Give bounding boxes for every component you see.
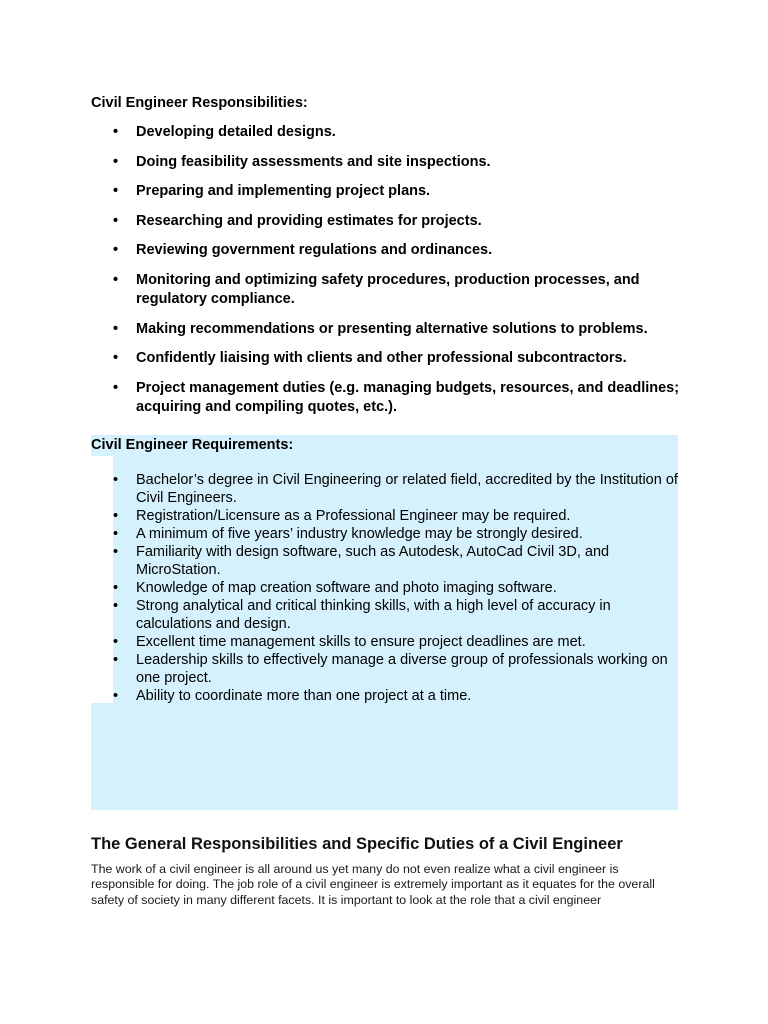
list-item-text: Registration/Licensure as a Professional Engineer may be required. [136,508,571,524]
list-item-text: Making recommendations or presenting alternative solutions to problems. [136,320,648,337]
list-item [91,182,681,201]
bullet-icon: • [113,212,119,229]
list-item [91,379,681,417]
list-item [91,349,681,368]
list-item-text: Researching and providing estimates for projects. [136,212,482,229]
list-item [91,651,681,687]
bullet-icon: • [113,350,119,367]
requirements-heading: Civil Engineer Requirements: [91,437,294,453]
bullet-icon: • [113,526,119,542]
bullet-icon: • [113,580,119,596]
responsibilities-heading: Civil Engineer Responsibilities: [91,95,308,111]
requirements-list [91,471,681,705]
list-item [91,212,681,231]
bullet-icon: • [113,153,119,170]
general-section-body: The work of a civil engineer is all around us yet many do not even realize what a civil engineer is responsible for doing. The job role of a civil engineer is extremely important as it equates for the overall safety of society in many different facets. It is important to look at the role that a civil engineer [91,862,655,907]
list-item-text: Reviewing government regulations and ordinances. [136,242,493,259]
list-item [91,633,681,651]
list-item-text: Preparing and implementing project plans. [136,183,431,200]
bullet-icon: • [113,598,119,614]
list-item-text: Ability to coordinate more than one project at a time. [136,688,472,704]
list-item [91,320,681,339]
responsibilities-list [91,123,681,427]
list-item [91,271,681,309]
list-item [91,241,681,260]
list-item [91,597,681,633]
bullet-icon: • [113,320,119,337]
list-item [91,123,681,142]
bullet-icon: • [113,242,119,259]
list-item [91,525,681,543]
list-item [91,153,681,172]
bullet-icon: • [113,271,119,288]
list-item [91,543,681,579]
list-item-text: Knowledge of map creation software and photo imaging software. [136,580,557,596]
list-item-text: Strong analytical and critical thinking skills, with a high level of accuracy in calculations and design. [136,598,611,632]
bullet-icon: • [113,183,119,200]
list-item [91,687,681,705]
requirements-highlight-bottom [91,703,678,810]
bullet-icon: • [113,472,119,488]
list-item-text: Confidently liaising with clients and other professional subcontractors. [136,350,627,367]
bullet-icon: • [113,634,119,650]
list-item-text: Bachelor’s degree in Civil Engineering or related field, accredited by the Institution of Civil Engineers. [136,472,678,506]
bullet-icon: • [113,652,119,668]
list-item [91,579,681,597]
bullet-icon: • [113,508,119,524]
general-section-title: The General Responsibilities and Specific Duties of a Civil Engineer [91,835,623,853]
list-item [91,471,681,507]
list-item-text: Leadership skills to effectively manage a diverse group of professionals working on one project. [136,652,668,686]
list-item-text: Monitoring and optimizing safety procedures, production processes, and regulatory compliance. [136,271,640,307]
bullet-icon: • [113,124,119,140]
bullet-icon: • [113,688,119,704]
bullet-icon: • [113,544,119,560]
list-item-text: Excellent time management skills to ensure project deadlines are met. [136,634,586,650]
list-item-text: Doing feasibility assessments and site inspections. [136,153,491,170]
list-item-text: Project management duties (e.g. managing budgets, resources, and deadlines; acquiring and compiling quotes, etc.). [136,379,680,415]
bullet-icon: • [113,379,119,396]
list-item-text: Familiarity with design software, such as Autodesk, AutoCad Civil 3D, and MicroStation. [136,544,610,578]
list-item [91,507,681,525]
list-item-text: Developing detailed designs. [136,124,336,140]
list-item-text: A minimum of five years’ industry knowledge may be strongly desired. [136,526,583,542]
